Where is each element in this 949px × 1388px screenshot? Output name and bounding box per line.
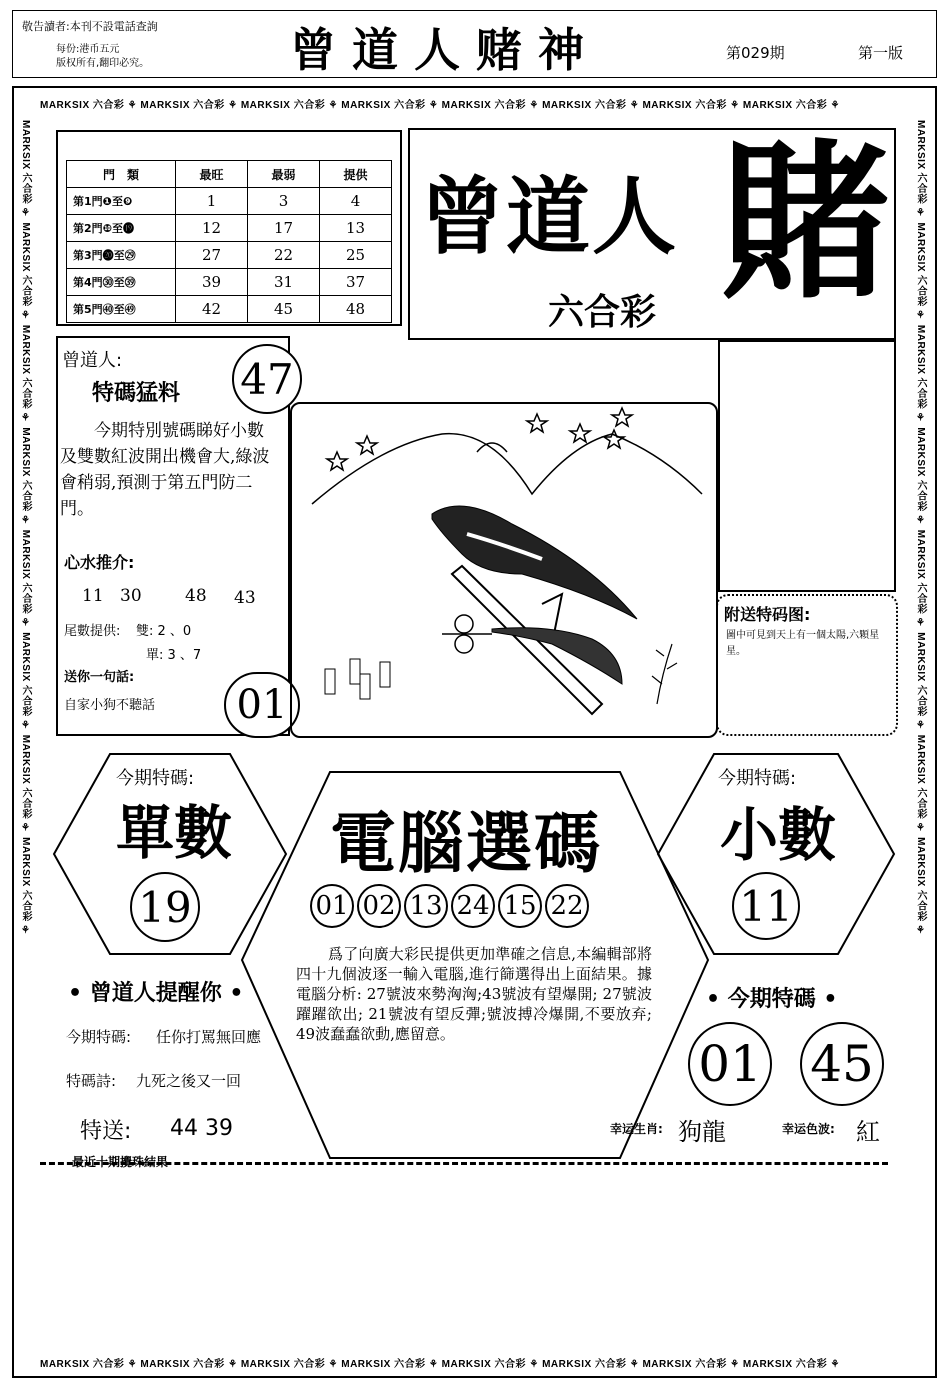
- reminder-value-1: 任你打罵無回應: [156, 1028, 262, 1046]
- table-row: [67, 215, 392, 242]
- offer-cell: 37: [320, 269, 392, 296]
- heart-number: 48: [185, 586, 207, 606]
- gates-table: [66, 160, 392, 323]
- results-title: 最近十期攪珠結果: [72, 1155, 169, 1169]
- table-row: [67, 269, 392, 296]
- send-label: 送你一句話:: [64, 670, 135, 685]
- price: 每份:港币五元: [56, 44, 120, 55]
- col-header-offer: 提供: [320, 161, 392, 188]
- table-row: [67, 296, 392, 323]
- reminder-label-2: 特碼詩:: [66, 1072, 117, 1090]
- copyright: 版权所有,翻印必究。: [56, 58, 150, 69]
- computer-numbers: [310, 884, 592, 928]
- weak-cell: 45: [248, 296, 320, 323]
- right-hex-value: 小數: [720, 801, 837, 869]
- gate-name: 第3門⓴至㉙: [67, 242, 176, 269]
- header-frame: [12, 10, 937, 78]
- masthead: 曾道人赌神: [290, 23, 600, 77]
- results-section: [40, 1155, 888, 1345]
- computer-title: 電腦選碼: [330, 804, 602, 882]
- zodiac-label: 幸运生肖:: [610, 1122, 663, 1136]
- magpie-picture: [292, 404, 720, 740]
- issue-number: 第029期: [726, 44, 785, 62]
- logo-title: 曾道人: [420, 167, 679, 266]
- right-border-strip: MARKSIX 六合彩 ⚘ MARKSIX 六合彩 ⚘ MARKSIX 六合彩 ⚘ MARKSIX 六合彩 ⚘ MARKSIX 六合彩 ⚘ MARKSIX 六合彩 ⚘ MARKSIX 六合彩 ⚘ MARKSIX 六合彩 ⚘: [915, 120, 926, 937]
- heart-number: 11: [82, 586, 104, 606]
- gate-name: 第2門❿至⓳: [67, 215, 176, 242]
- special-pic-desc: 圖中可見到天上有一個太陽,六顆星星。: [726, 630, 880, 657]
- col-header-weak: 最弱: [248, 161, 320, 188]
- heart-label: 心水推介:: [64, 553, 135, 572]
- right-hex-label: 今期特碼:: [718, 768, 797, 789]
- gate-name: 第1門❶至❾: [67, 188, 176, 215]
- col-header-gate: 門 類: [67, 161, 176, 188]
- weak-cell: 31: [248, 269, 320, 296]
- tail-double: 雙: 2 、0: [136, 624, 192, 639]
- color-label: 幸运色波:: [782, 1122, 835, 1136]
- weak-cell: 22: [248, 242, 320, 269]
- left-border-strip: MARKSIX 六合彩 ⚘ MARKSIX 六合彩 ⚘ MARKSIX 六合彩 ⚘ MARKSIX 六合彩 ⚘ MARKSIX 六合彩 ⚘ MARKSIX 六合彩 ⚘ MARKSIX 六合彩 ⚘ MARKSIX 六合彩 ⚘: [20, 120, 31, 937]
- hot-cell: 39: [176, 269, 248, 296]
- computer-number: 15: [498, 884, 542, 928]
- edition: 第一版: [858, 44, 904, 62]
- gift-label: 特送:: [80, 1119, 132, 1144]
- gift-value: 44 39: [170, 1116, 233, 1141]
- logo-subtitle: 六合彩: [548, 292, 657, 333]
- computer-text: 爲了向廣大彩民提供更加準確之信息,本編輯部將四十九個波逐一輸入電腦,進行篩選得出上面結果。據電腦分析: 27號波來勢洶洶;43號波有望爆開; 27號波躍躍欲出; 21號波有望反彈;號波搏冷爆開,不要放弃; 49波蠢蠢欲動,應留意。: [296, 945, 652, 1043]
- send-text: 自家小狗不聽話: [64, 698, 156, 713]
- tips-title: 特碼猛料: [92, 381, 181, 406]
- gate-name: 第4門㉚至㊴: [67, 269, 176, 296]
- tips-body: 今期特別號碼睇好小數及雙數紅波開出機會大,綠波會稍弱,預測于第五門防二門。: [60, 421, 270, 519]
- tips-author: 曾道人:: [62, 350, 123, 371]
- weak-cell: 3: [248, 188, 320, 215]
- reminder-value-2: 九死之後又一回: [136, 1072, 242, 1090]
- top-border-strip: MARKSIX 六合彩 ⚘ MARKSIX 六合彩 ⚘ MARKSIX 六合彩 ⚘ MARKSIX 六合彩 ⚘ MARKSIX 六合彩 ⚘ MARKSIX 六合彩 ⚘ MARKSIX 六合彩 ⚘ MARKSIX 六合彩 ⚘: [40, 100, 841, 111]
- offer-cell: 48: [320, 296, 392, 323]
- heart-number: 30: [120, 586, 142, 606]
- computer-number: 24: [451, 884, 495, 928]
- table-row: [67, 188, 392, 215]
- offer-cell: 13: [320, 215, 392, 242]
- special-pic-title: 附送特码图:: [724, 605, 811, 624]
- right-hex-number: 11: [732, 872, 800, 940]
- color-value: 紅: [856, 1118, 880, 1146]
- hot-cell: 1: [176, 188, 248, 215]
- gate-name: 第5門㊵至㊾: [67, 296, 176, 323]
- zodiac-value: 狗龍: [678, 1118, 726, 1146]
- offer-cell: 25: [320, 242, 392, 269]
- table-row: [67, 242, 392, 269]
- tips-number-bottom: 01: [224, 672, 300, 738]
- tail-label: 尾數提供:: [64, 624, 121, 639]
- left-hex-value: 單數: [116, 799, 233, 867]
- reminder-label-1: 今期特碼:: [66, 1028, 132, 1046]
- reminder-title: • 曾道人提醒你 •: [68, 981, 244, 1006]
- hot-cell: 27: [176, 242, 248, 269]
- offer-cell: 4: [320, 188, 392, 215]
- left-hex-label: 今期特碼:: [116, 768, 195, 789]
- special-code-number: 01: [688, 1022, 772, 1106]
- computer-number: 02: [357, 884, 401, 928]
- picture-frame: [290, 402, 718, 738]
- left-hex-number: 19: [130, 872, 200, 942]
- col-header-hot: 最旺: [176, 161, 248, 188]
- computer-number: 13: [404, 884, 448, 928]
- hot-cell: 42: [176, 296, 248, 323]
- hot-cell: 12: [176, 215, 248, 242]
- heart-number: 43: [234, 588, 256, 608]
- tail-single: 單: 3 、7: [146, 648, 202, 663]
- special-picture-box: [718, 340, 896, 592]
- weak-cell: 17: [248, 215, 320, 242]
- logo-bet-char: 賭: [720, 123, 891, 323]
- special-code-title: • 今期特碼 •: [706, 987, 838, 1012]
- tips-number-top: 47: [232, 344, 302, 414]
- computer-number: 01: [310, 884, 354, 928]
- special-code-number: 45: [800, 1022, 884, 1106]
- notice: 敬告讀者:本刊不設電話查詢: [22, 20, 158, 33]
- computer-number: 22: [545, 884, 589, 928]
- bottom-border-strip: MARKSIX 六合彩 ⚘ MARKSIX 六合彩 ⚘ MARKSIX 六合彩 ⚘ MARKSIX 六合彩 ⚘ MARKSIX 六合彩 ⚘ MARKSIX 六合彩 ⚘ MARKSIX 六合彩 ⚘ MARKSIX 六合彩 ⚘: [40, 1359, 841, 1370]
